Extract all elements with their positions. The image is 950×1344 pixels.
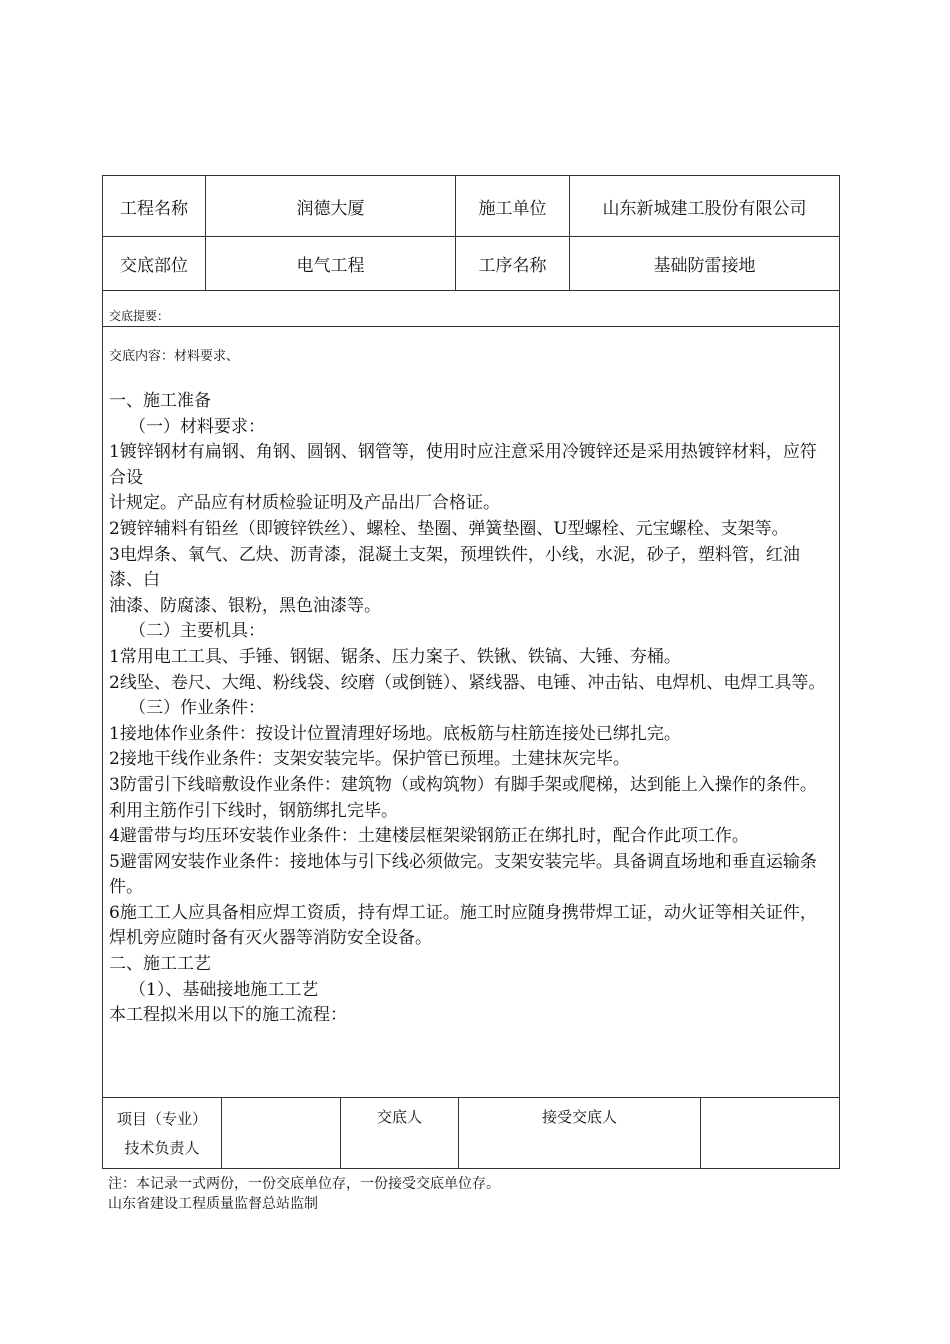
signature-row xyxy=(103,1097,839,1168)
part-value: 电气工程 xyxy=(206,237,456,290)
summary-label: 交底提要： xyxy=(109,309,170,323)
content-line: （二）主要机具： xyxy=(129,621,265,642)
part-label: 交底部位 xyxy=(103,237,206,290)
tech-lead-line2: 技术负责人 xyxy=(124,1139,200,1157)
content-line: 1镀锌钢材有扁钢、角钢、圆钢、钢管等，使用时应注意采用冷镀锌还是采用热镀锌材料，应符合设 xyxy=(109,442,817,488)
content-line: （一）材料要求： xyxy=(129,416,265,437)
content-line: 1常用电工工具、手锤、钢锯、锯条、压力案子、铁锹、铁镐、大锤、夯桶。 xyxy=(109,646,681,667)
note-supervisor: 山东省建设工程质量监督总站监制 xyxy=(108,1196,318,1212)
header-row-1 xyxy=(103,176,839,237)
content-line: （三）作业条件： xyxy=(129,698,265,719)
content-line: 计规定。产品应有材质检验证明及产品出厂合格证。 xyxy=(109,493,500,514)
content-line: （1）、基础接地施工工艺 xyxy=(129,979,319,1000)
content-line: 3电焊条、氧气、乙炔、沥青漆，混凝土支架，预埋铁件，小线，水泥，砂子，塑料管，红油漆、白 xyxy=(109,544,800,591)
content-line: 2线坠、卷尺、大绳、粉线袋、绞磨（或倒链）、紧线器、电锤、冲击钻、电焊机、电焊工具等。 xyxy=(109,672,826,693)
note-copies: 注：本记录一式两份，一份交底单位存，一份接受交底单位存。 xyxy=(108,1176,500,1192)
content-line: 5避雷网安装作业条件：接地体与引下线必须做完。支架安装完毕。具备调直场地和垂直运输条件。 xyxy=(109,851,817,898)
content-line: 4避雷带与均压环安装作业条件：土建楼层框架梁钢筋正在绑扎时，配合作此项工作。 xyxy=(109,826,749,847)
receiver-signature xyxy=(701,1098,839,1168)
project-name-value: 润德大厦 xyxy=(206,176,456,236)
content-line: 本工程拟米用以下的施工流程： xyxy=(109,1005,347,1026)
content-line: 2接地干线作业条件：支架安装完毕。保护管已预埋。土建抹灰完毕。 xyxy=(109,749,630,770)
footer-notes xyxy=(108,1174,500,1214)
content-intro: 交底内容：材料要求、 xyxy=(109,349,240,364)
content-line: 3防雷引下线暗敷设作业条件：建筑物（或构筑物）有脚手架或爬梯，达到能上入操作的条件。利用主筋作引下线时，钢筋绑扎完毕。 xyxy=(109,774,817,821)
discloser-label: 交底人 xyxy=(341,1098,459,1168)
summary-row xyxy=(103,291,839,327)
disclosure-form xyxy=(102,175,840,1169)
content-line: 1接地体作业条件：按设计位置清理好场地。底板筋与柱筋连接处已绑扎完。 xyxy=(109,723,681,744)
content-line: 6施工工人应具备相应焊工资质，持有焊工证。施工时应随身携带焊工证，动火证等相关证件，焊机旁应随时备有灭火器等消防安全设备。 xyxy=(109,902,817,949)
construction-unit-value: 山东新城建工股份有限公司 xyxy=(602,198,807,219)
content-line: 一、施工准备 xyxy=(109,391,211,411)
receiver-label: 接受交底人 xyxy=(459,1098,701,1168)
process-label: 工序名称 xyxy=(456,237,570,290)
header-row-2 xyxy=(103,237,839,291)
tech-lead-signature xyxy=(222,1098,341,1168)
content-area xyxy=(103,327,839,1097)
tech-lead-label xyxy=(103,1098,222,1168)
construction-unit-label: 施工单位 xyxy=(456,176,570,236)
content-line: 二、施工工艺 xyxy=(109,954,211,975)
tech-lead-line1: 项目（专业） xyxy=(116,1110,207,1128)
process-value: 基础防雷接地 xyxy=(653,256,756,276)
content-line: 2镀锌辅料有铅丝（即镀锌铁丝）、螺栓、垫圈、弹簧垫圈、U型螺栓、元宝螺栓、支架等。 xyxy=(109,518,789,539)
project-name-label: 工程名称 xyxy=(103,176,206,236)
content-line: 油漆、防腐漆、银粉，黑色油漆等。 xyxy=(109,595,381,616)
